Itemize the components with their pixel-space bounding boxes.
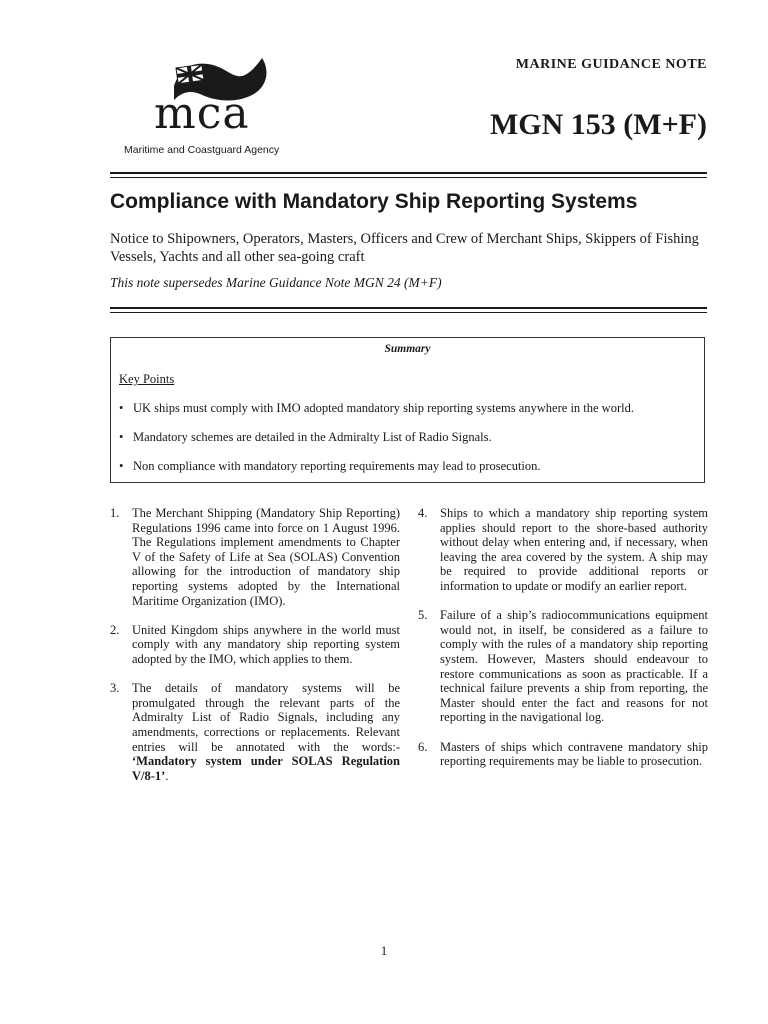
divider (110, 312, 707, 313)
summary-heading: Summary (384, 343, 431, 355)
notice-text: Notice to Shipowners, Operators, Masters, Officers and Crew of Merchant Ships, Skippers of Fishing Vessels, Yachts and all other sea-going craft (110, 231, 699, 265)
divider (110, 172, 707, 174)
document-number: MGN 153 (M+F) (489, 108, 707, 141)
divider (110, 307, 707, 309)
logo-wordmark: mca (154, 88, 250, 139)
key-point: • UK ships must comply with IMO adopted mandatory ship reporting systems anywhere in the world. (119, 401, 634, 415)
key-points-label: Key Points (119, 372, 175, 386)
mca-logo (120, 56, 320, 162)
key-point: • Non compliance with mandatory reporting requirements may lead to prosecution. (119, 459, 541, 473)
paragraph: 2. United Kingdom ships anywhere in the world must comply with any mandatory ship reporting system adopted by the IMO, which applies to them. (110, 622, 400, 666)
paragraph: 4. Ships to which a mandatory ship reporting system applies should report to the shore-based authority without delay when entering and, if necessary, when leaving the area covered by the system. A ship may be required to provide additional reports or information to update or modify an earlier report. (418, 506, 708, 593)
paragraph: 5. Failure of a ship’s radiocommunications equipment would not, in itself, be considered as a failure to comply with the rules of a mandatory ship reporting system. However, Masters should endeavour to restore communications as soon as practicable. If a technical failure prevents a ship from reporting, the Master should enter the fact and reasons for not reporting in the navigational log. (418, 608, 708, 725)
divider (110, 177, 707, 178)
document-type: MARINE GUIDANCE NOTE (515, 57, 707, 72)
left-column (110, 506, 400, 798)
right-column (418, 506, 708, 783)
agency-name: Maritime and Coastguard Agency (124, 144, 280, 156)
supersedes-note: This note supersedes Marine Guidance Note MGN 24 (M+F) (110, 275, 442, 290)
paragraph: 6. Masters of ships which contravene mandatory ship reporting requirements may be liable to prosecution. (418, 739, 708, 769)
page-title: Compliance with Mandatory Ship Reporting Systems (110, 190, 638, 213)
key-point: • Mandatory schemes are detailed in the Admiralty List of Radio Signals. (119, 430, 492, 444)
page-number: 1 (380, 943, 388, 958)
summary-box (110, 337, 705, 483)
paragraph: 1. The Merchant Shipping (Mandatory Ship Reporting) Regulations 1996 came into force on 1 August 1996. The Regulations implement amendments to Chapter V of the Safety of Life at Sea (SOLAS) Convention allowing for the introduction of mandatory ship reporting systems adopted by the International Maritime Organization (IMO). (110, 506, 400, 608)
paragraph: 3. The details of mandatory systems will be promulgated through the relevant parts of the Admiralty List of Radio Signals, including any amendments, corrections or replacements. Relevant entries will be annotated with the words:- ‘Mandatory system under SOLAS Regulation V/8-1’. (110, 681, 400, 783)
